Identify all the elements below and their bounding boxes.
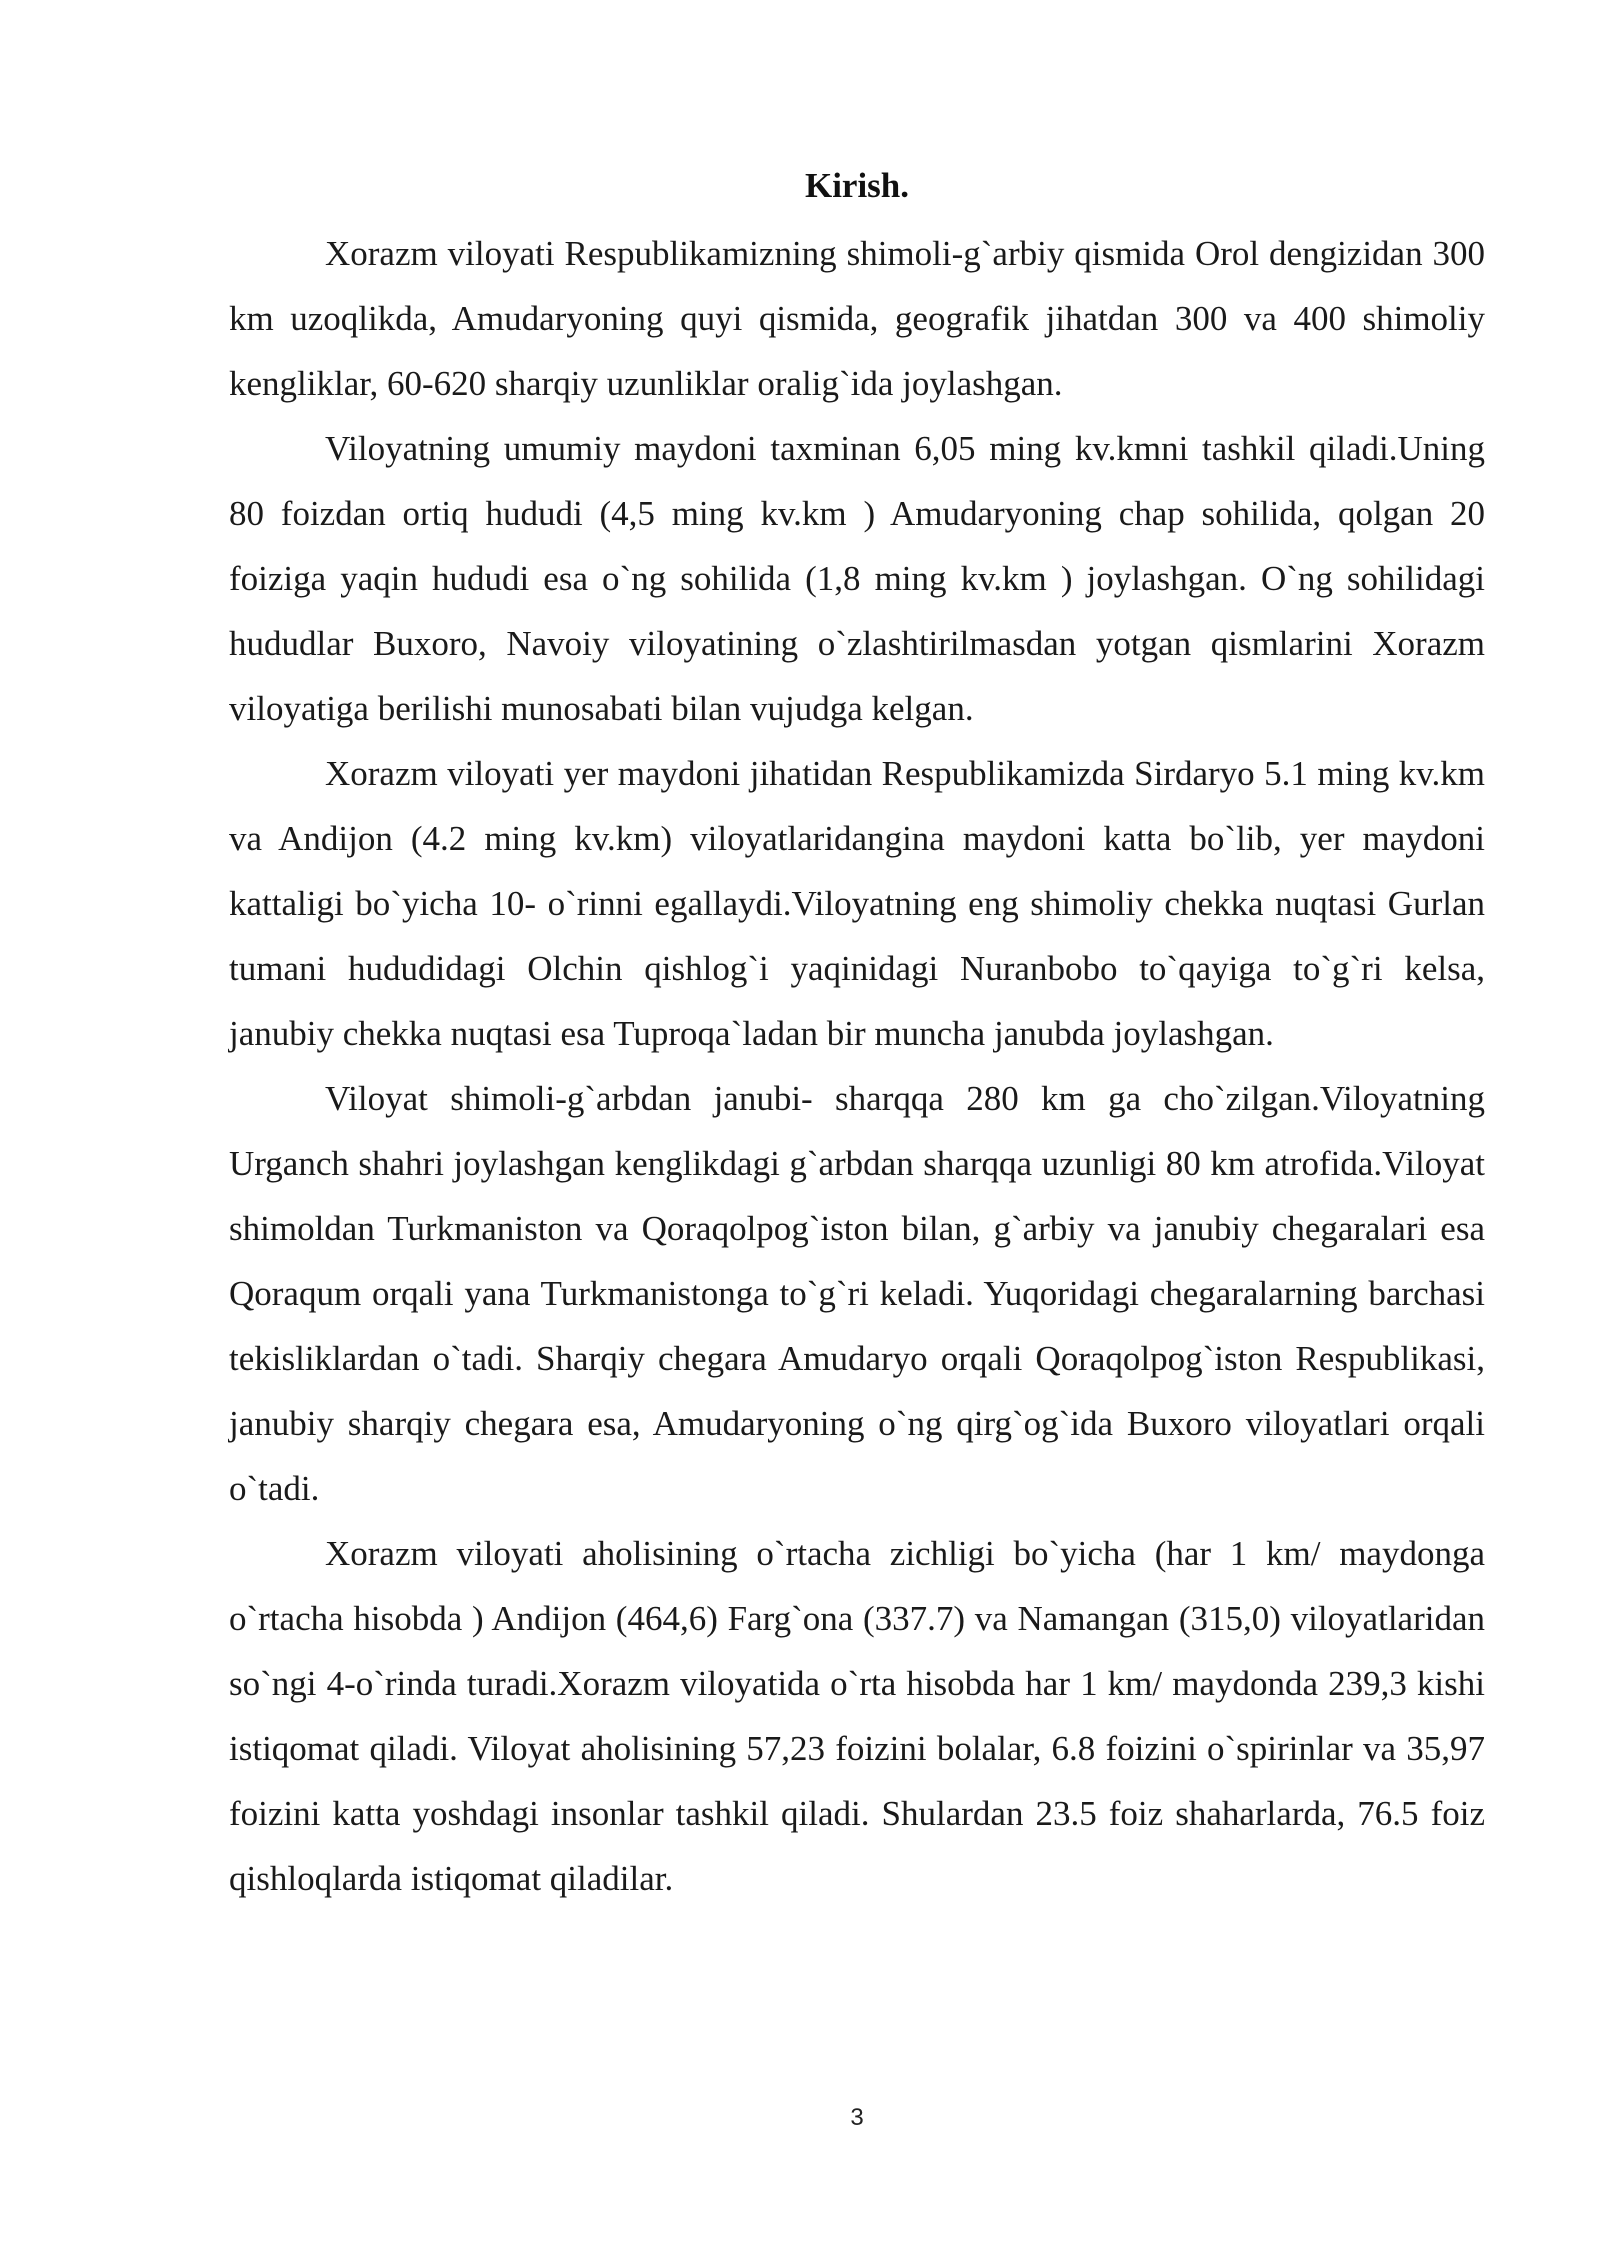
- paragraph-land-size: Xorazm viloyati yer maydoni jihatidan Respublikamizda Sirdaryo 5.1 ming kv.km va Andijon (4.2 ming kv.km) viloyatlaridangina maydoni katta bo`lib, yer maydoni kattaligi bo`yicha 10- o`rinni egallaydi.Viloyatning eng shimoliy chekka nuqtasi Gurlan tumani hududidagi Olchin qishlog`i yaqinidagi Nuranbobo to`qayiga to`g`ri kelsa, janubiy chekka nuqtasi esa Tuproqa`ladan bir muncha janubda joylashgan.: [229, 754, 1485, 1053]
- page-title: Kirish.: [804, 166, 910, 205]
- document-body: [229, 221, 1485, 1911]
- paragraph-population: Xorazm viloyati aholisining o`rtacha zichligi bo`yicha (har 1 km/ maydonga o`rtacha hisobda ) Andijon (464,6) Farg`ona (337.7) va Namangan (315,0) viloyatlaridan so`ngi 4-o`rinda turadi.Xorazm viloyatida o`rta hisobda har 1 km/ maydonda 239,3 kishi istiqomat qiladi. Viloyat aholisining 57,23 foizini bolalar, 6.8 foizini o`spirinlar va 35,97 foizini katta yoshdagi insonlar tashkil qiladi. Shulardan 23.5 foiz shaharlarda, 76.5 foiz qishloqlarda istiqomat qiladilar.: [229, 1534, 1485, 1898]
- paragraph-borders: Viloyat shimoli-g`arbdan janubi- sharqqa 280 km ga cho`zilgan.Viloyatning Urganch shahri joylashgan kenglikdagi g`arbdan sharqqa uzunligi 80 km atrofida.Viloyat shimoldan Turkmaniston va Qoraqolpog`iston bilan, g`arbiy va janubiy chegaralari esa Qoraqum orqali yana Turkmanistonga to`g`ri keladi. Yuqoridagi chegaralarning barchasi tekisliklardan o`tadi. Sharqiy chegara Amudaryo orqali Qoraqolpog`iston Respublikasi, janubiy sharqiy chegara esa, Amudaryoning o`ng qirg`og`ida Buxoro viloyatlari orqali o`tadi.: [229, 1079, 1485, 1508]
- paragraph-location: Xorazm viloyati Respublikamizning shimoli-g`arbiy qismida Orol dengizidan 300 km uzoqlikda, Amudaryoning quyi qismida, geografik jihatdan 300 va 400 shimoliy kengliklar, 60-620 sharqiy uzunliklar oralig`ida joylashgan.: [229, 234, 1485, 403]
- paragraph-area: Viloyatning umumiy maydoni taxminan 6,05 ming kv.kmni tashkil qiladi.Uning 80 foizdan ortiq hududi (4,5 ming kv.km ) Amudaryoning chap sohilida, qolgan 20 foiziga yaqin hududi esa o`ng sohilida (1,8 ming kv.km ) joylashgan. O`ng sohilidagi hududlar Buxoro, Navoiy viloyatining o`zlashtirilmasdan yotgan qismlarini Xorazm viloyatiga berilishi munosabati bilan vujudga kelgan.: [229, 429, 1485, 728]
- page-number: 3: [850, 2104, 864, 2131]
